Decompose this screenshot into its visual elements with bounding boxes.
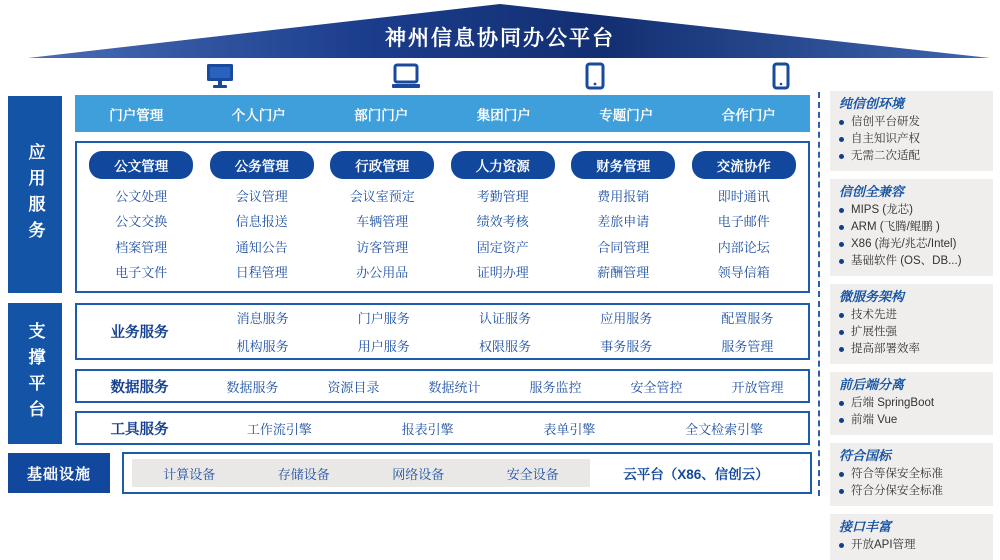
feature-text: MIPS (龙芯): [851, 204, 913, 216]
bullet-icon: [839, 313, 844, 318]
app-item: 日程管理: [235, 265, 288, 280]
feature-text: 扩展性强: [851, 326, 897, 338]
app-item: 会议管理: [235, 188, 288, 204]
service-item: 服务管理: [721, 339, 774, 354]
app-item: 固定资产: [476, 239, 529, 255]
feature-title: 信创全兼容: [839, 184, 905, 199]
bullet-icon: [839, 225, 844, 230]
feature-section: [830, 91, 993, 171]
bullet-icon: [839, 208, 844, 213]
app-item: 差旅申请: [597, 214, 650, 229]
feature-text: 提高部署效率: [851, 343, 920, 355]
portal-item: 部门门户: [354, 107, 409, 123]
service-item: 资源目录: [327, 379, 380, 395]
bullet-icon: [839, 401, 844, 406]
data-services-items: [202, 377, 808, 396]
app-item: 薪酬管理: [597, 265, 650, 280]
feature-text: ARM (飞腾/鲲鹏 ): [851, 221, 940, 233]
app-item: 办公用品: [356, 265, 409, 280]
service-item: 机构服务: [236, 339, 289, 354]
service-item: 配置服务: [721, 311, 774, 326]
business-services-box: [75, 303, 810, 360]
app-item: 访客管理: [356, 239, 409, 255]
app-item: 领导信箱: [717, 265, 770, 280]
service-item: 数据服务: [226, 379, 279, 395]
feature-title: 接口丰富: [839, 519, 892, 534]
service-item: 消息服务: [236, 311, 289, 326]
rail-infrastructure: 基础设施: [8, 453, 110, 493]
feature-item: [839, 395, 984, 412]
service-item: 用户服务: [357, 339, 410, 354]
rail-support-platform: 支撑平台: [8, 303, 62, 444]
app-column-header: 公务管理: [210, 151, 314, 179]
feature-item: [839, 131, 984, 148]
bullet-icon: [839, 347, 844, 352]
feature-title: 微服务架构: [839, 289, 905, 304]
feature-item: [839, 253, 984, 270]
business-services-label: 业务服务: [110, 325, 169, 341]
bullet-icon: [839, 137, 844, 142]
app-item: 公文交换: [115, 214, 168, 229]
application-modules-box: [75, 141, 810, 293]
dashed-divider: [818, 92, 820, 496]
feature-text: 后端 SpringBoot: [851, 397, 935, 409]
feature-item: [839, 236, 984, 253]
bullet-icon: [839, 154, 844, 159]
feature-panel: [830, 91, 993, 560]
infra-device-item: 网络设备: [392, 466, 445, 482]
app-column-header: 人力资源: [451, 151, 555, 179]
feature-item: [839, 114, 984, 131]
tablet-icon: [578, 63, 612, 89]
tool-services-box: [75, 411, 810, 445]
service-item: 全文检索引擎: [685, 421, 764, 437]
app-item: 信息报送: [235, 214, 288, 229]
feature-text: 前端 Vue: [851, 414, 898, 426]
infra-device-item: 存储设备: [277, 466, 330, 482]
service-item: 数据统计: [428, 379, 481, 395]
portal-item: 专题门户: [599, 107, 654, 123]
app-item: 车辆管理: [356, 214, 409, 229]
feature-item: [839, 202, 984, 219]
app-item: 费用报销: [597, 188, 650, 204]
data-services-label: 数据服务: [110, 379, 169, 396]
tool-services-label: 工具服务: [110, 421, 169, 438]
feature-item: [839, 341, 984, 358]
feature-text: 符合分保安全标准: [851, 485, 943, 497]
feature-title: 符合国标: [839, 448, 892, 463]
app-item: 电子文件: [115, 265, 168, 280]
portal-item: 个人门户: [231, 107, 286, 123]
infrastructure-devices: [132, 459, 590, 487]
bullet-icon: [839, 418, 844, 423]
service-item: 门户服务: [357, 311, 410, 326]
infra-device-item: 安全设备: [506, 466, 559, 482]
monitor-icon: [203, 63, 237, 89]
infra-device-item: 计算设备: [163, 466, 216, 482]
app-column: [322, 151, 443, 281]
app-column-header: 交流协作: [692, 151, 796, 179]
bullet-icon: [839, 242, 844, 247]
feature-item: [839, 483, 984, 500]
service-item: 事务服务: [600, 339, 653, 354]
service-item: 认证服务: [478, 311, 531, 326]
service-item: 报表引擎: [401, 421, 454, 437]
feature-item: [839, 148, 984, 165]
service-item: 表单引擎: [543, 421, 596, 437]
tool-services-items: [202, 419, 808, 438]
service-item: 权限服务: [478, 339, 531, 354]
app-item: 内部论坛: [717, 239, 770, 255]
service-item: 服务监控: [529, 379, 582, 395]
app-item: 证明办理: [476, 265, 529, 280]
bullet-icon: [839, 543, 844, 548]
app-item: 合同管理: [597, 239, 650, 255]
service-item: 应用服务: [600, 311, 653, 326]
feature-text: 无需二次适配: [851, 150, 920, 162]
app-item: 档案管理: [115, 239, 168, 255]
portal-item: 门户管理: [109, 107, 164, 123]
feature-title: 纯信创环境: [839, 96, 905, 111]
rail-application-services: 应用服务: [8, 96, 62, 293]
app-item: 通知公告: [235, 239, 288, 255]
app-column-header: 公文管理: [89, 151, 193, 179]
bullet-icon: [839, 472, 844, 477]
feature-item: [839, 466, 984, 483]
infrastructure-box: [122, 452, 812, 494]
feature-title: 前后端分离: [839, 377, 905, 392]
bullet-icon: [839, 259, 844, 264]
service-item: 开放管理: [731, 379, 784, 395]
feature-text: 信创平台研发: [851, 116, 920, 128]
app-column: [443, 151, 564, 281]
app-column: [684, 151, 805, 281]
bullet-icon: [839, 120, 844, 125]
feature-section: [830, 372, 993, 435]
feature-text: X86 (海光/兆芯/Intel): [851, 238, 957, 250]
portal-bar: [75, 95, 810, 132]
app-item: 考勤管理: [476, 188, 529, 204]
feature-item: [839, 412, 984, 429]
app-column: [563, 151, 684, 281]
business-services-items: [202, 308, 808, 355]
app-column-header: 行政管理: [330, 151, 434, 179]
app-column-header: 财务管理: [571, 151, 675, 179]
feature-item: [839, 307, 984, 324]
feature-section: [830, 179, 993, 276]
phone-icon: [764, 63, 798, 89]
app-column: [81, 151, 202, 281]
data-services-box: [75, 369, 810, 403]
feature-item: [839, 219, 984, 236]
bullet-icon: [839, 489, 844, 494]
feature-section: [830, 514, 993, 560]
platform-title: 神州信息协同办公平台: [385, 27, 615, 50]
cloud-platform-label: 云平台（X86、信创云）: [623, 467, 769, 482]
laptop-icon: [389, 63, 423, 89]
app-item: 公文处理: [115, 188, 168, 204]
app-column: [202, 151, 323, 281]
feature-item: [839, 537, 984, 554]
bullet-icon: [839, 330, 844, 335]
feature-item: [839, 324, 984, 341]
app-item: 即时通讯: [717, 188, 770, 204]
feature-text: 技术先进: [851, 309, 897, 321]
feature-text: 开放API管理: [851, 539, 916, 551]
service-item: 工作流引擎: [246, 421, 312, 437]
app-item: 会议室预定: [349, 188, 415, 204]
app-item: 电子邮件: [717, 214, 770, 229]
feature-text: 符合等保安全标准: [851, 468, 943, 480]
portal-item: 集团门户: [476, 107, 531, 123]
feature-text: 基础软件 (OS、DB...): [851, 255, 962, 267]
service-item: 安全管控: [630, 379, 683, 395]
feature-section: [830, 443, 993, 506]
feature-text: 自主知识产权: [851, 133, 920, 145]
feature-section: [830, 284, 993, 364]
portal-item: 合作门户: [721, 107, 776, 123]
app-item: 绩效考核: [476, 214, 529, 229]
